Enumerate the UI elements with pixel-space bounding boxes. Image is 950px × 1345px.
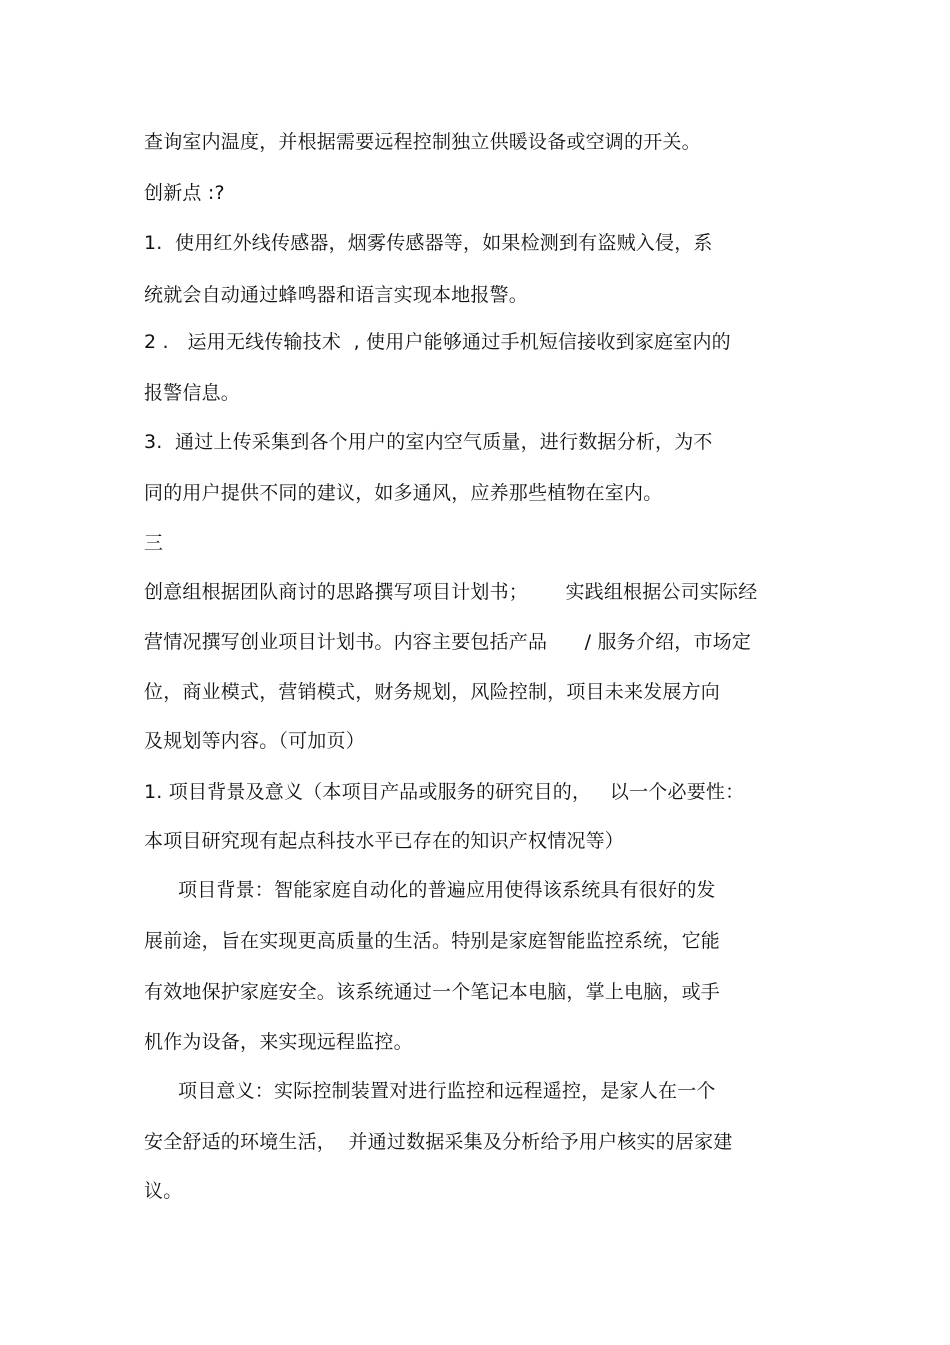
text-line: 3. 通过上传采集到各个用户的室内空气质量，进行数据分析，为不 <box>144 431 713 453</box>
text-line: 本项目研究现有起点科技水平已存在的知识产权情况等） <box>144 830 625 852</box>
text-line: 同的用户提供不同的建议，如多通风，应养那些植物在室内。 <box>144 482 663 504</box>
text-line: 位，商业模式，营销模式，财务规划，风险控制，项目未来发展方向 <box>144 681 721 703</box>
text-line: 安全舒适的环境生活， 并通过数据采集及分析给予用户核实的居家建 <box>144 1131 733 1153</box>
background-paragraph-start: 项目背景：智能家庭自动化的普遍应用使得该系统具有很好的发 <box>178 879 716 901</box>
innovation-heading: 创新点 :? <box>144 182 225 204</box>
text-line: 营情况撰写创业项目计划书。内容主要包括产品 / 服务介绍，市场定 <box>144 631 752 653</box>
text-line: 1. 使用红外线传感器，烟雾传感器等，如果检测到有盗贼入侵，系 <box>144 232 713 254</box>
text-line: 创意组根据团队商讨的思路撰写项目计划书； 实践组根据公司实际经 <box>144 581 758 603</box>
subsection-heading: 1. 项目背景及意义（本项目产品或服务的研究目的， 以一个必要性： <box>144 781 745 803</box>
text-line: 展前途，旨在实现更高质量的生活。特别是家庭智能监控系统，它能 <box>144 930 721 952</box>
text-line: 机作为设备，来实现远程监控。 <box>144 1031 413 1053</box>
significance-paragraph-start: 项目意义：实际控制装置对进行监控和远程遥控，是家人在一个 <box>178 1080 716 1102</box>
section-heading: 三 <box>144 532 164 554</box>
text-line: 有效地保护家庭安全。该系统通过一个笔记本电脑，掌上电脑，或手 <box>144 981 721 1003</box>
text-line: 议。 <box>144 1180 183 1202</box>
text-line: 及规划等内容。（可加页） <box>144 730 365 752</box>
text-line: 查询室内温度，并根据需要远程控制独立供暖设备或空调的开关。 <box>144 131 701 153</box>
text-line: 统就会自动通过蜂鸣器和语言实现本地报警。 <box>144 284 529 306</box>
text-line: 报警信息。 <box>144 382 241 404</box>
text-line: 2 . 运用无线传输技术 , 使用户能够通过手机短信接收到家庭室内的 <box>144 331 731 353</box>
